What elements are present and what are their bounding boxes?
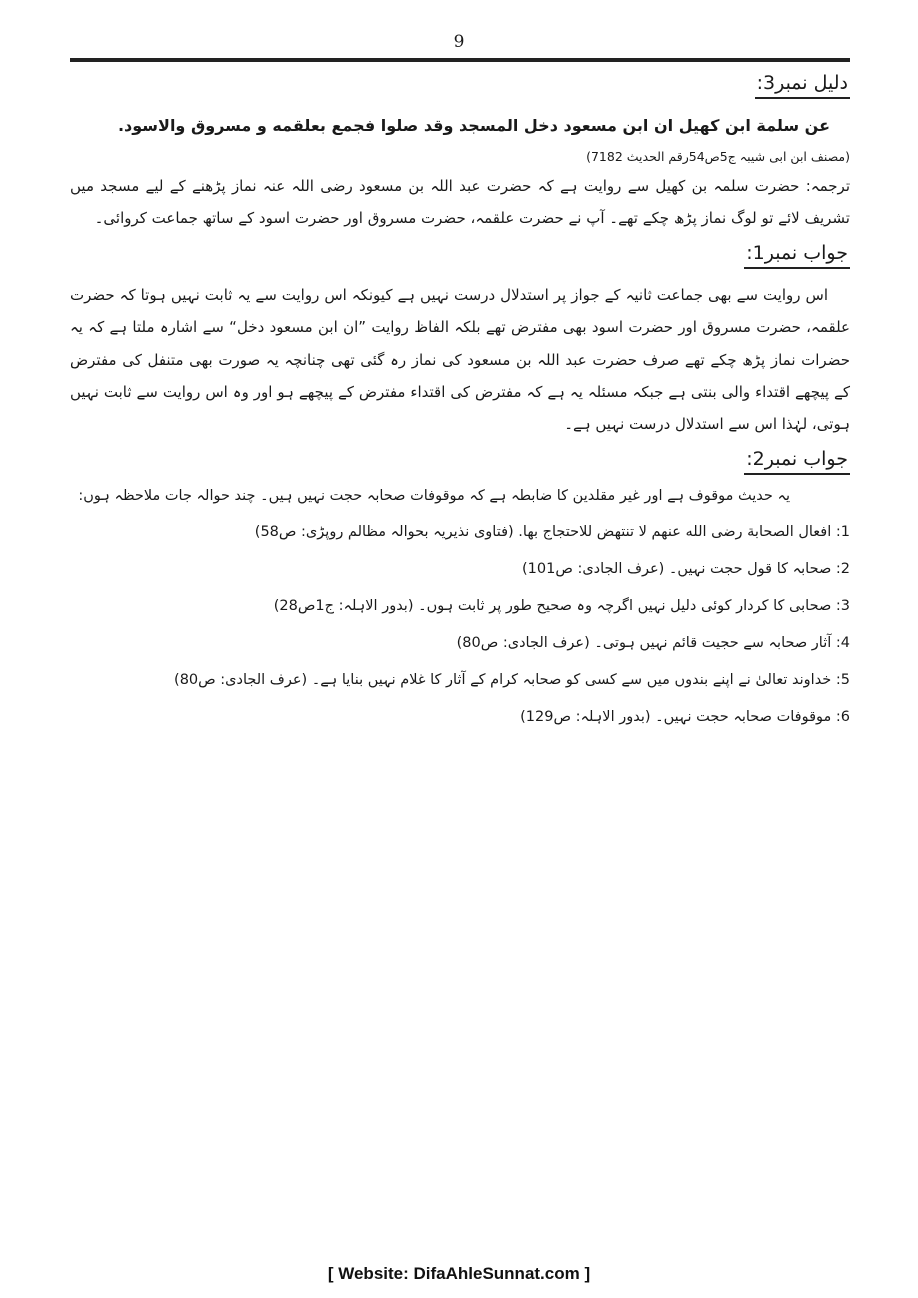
section-1	[70, 68, 850, 109]
section-2-heading: جواب نمبر1:	[744, 242, 850, 269]
website-footer: [ Website: DifaAhleSunnat.com ]	[327, 1264, 591, 1283]
answer-2-intro: یہ حدیث موقوف ہے اور غیر مقلدین کا ضابطہ ہے کہ موقوفات صحابہ حجت نہیں ہیں۔ چند حوالہ جات ملاحظہ ہوں:	[78, 488, 790, 505]
section-1-heading: دلیل نمبر3:	[755, 72, 850, 99]
list-item: 2: صحابہ کا قول حجت نہیں۔ (عرف الجادی: ص101)	[521, 560, 850, 577]
section-3	[70, 444, 850, 485]
list-item: 3: صحابی کا کردار کوئی دلیل نہیں اگرچہ وہ صحیح طور پر ثابت ہوں۔ (بدور الاہلہ: ج1ص28)	[273, 597, 850, 614]
page-content	[70, 68, 850, 744]
list-item: 6: موقوفات صحابہ حجت نہیں۔ (بدور الاہلہ: ص129)	[520, 709, 850, 726]
arabic-narration: عن سلمة ابن کھیل ان ابن مسعود دخل المسجد وقد صلوا فجمع بعلقمه و مسروق والاسود.	[117, 116, 830, 135]
reference-list	[70, 521, 850, 730]
section-2	[70, 238, 850, 279]
source-reference: (مصنف ابن ابی شیبہ ج5ص54رقم الحدیث 7182)	[586, 148, 850, 164]
header-rule	[70, 58, 850, 62]
list-item: 4: آثار صحابہ سے حجیت قائم نہیں ہوتی۔ (عرف الجادی: ص80)	[456, 635, 850, 652]
translation-paragraph: ترجمہ: حضرت سلمہ بن کھیل سے روایت ہے کہ حضرت عبد اللہ بن مسعود رضی اللہ عنہ نماز پڑھنے کے لیے مسجد میں تشریف لائے تو لوگ نماز پڑھ چکے تھے۔ آپ نے حضرت علقمہ، حضرت مسروق اور حضرت اسود کے ساتھ جماعت کروائی۔	[70, 176, 850, 227]
page-number: 9	[453, 32, 465, 52]
list-item: 5: خداوند تعالیٰ نے اپنے بندوں میں سے کسی کو صحابہ کرام کے آثار کا غلام نہیں بنایا ہے۔ (عرف الجادی: ص80)	[174, 672, 850, 689]
answer-1-paragraph: اس روایت سے بھی جماعت ثانیہ کے جواز پر استدلال درست نہیں ہے کیونکہ اس روایت سے یہ ثابت نہیں ہوتا کہ حضرت علقمہ، حضرت مسروق اور حضرت اسود بھی مفترض تھے بلکہ الفاظ روایت ”ان ابن مسعود دخل“ سے اشارہ ملتا ہے کہ یہ حضرات نماز پڑھ چکے تھے صرف حضرت عبد اللہ بن مسعود کی نماز رہ گئی تھی چنانچہ یہ صورت بھی متنفل کی مفترض کے پیچھے اقتداء والی بنتی ہے جبکہ مسئلہ یہ ہے کہ مفترض کی اقتداء مفترض کے پیچھے ہو اور وہ اس روایت سے ثابت نہیں ہوتی، لہٰذا اس سے استدلال درست نہیں ہے۔	[70, 286, 850, 434]
section-3-heading: جواب نمبر2:	[744, 448, 850, 475]
list-item: 1: افعال الصحابة رضی الله عنهم لا تنتهض للاحتجاج بها. (فتاوی نذیریہ بحوالہ مظالم روپڑی: ص58)	[254, 523, 850, 540]
